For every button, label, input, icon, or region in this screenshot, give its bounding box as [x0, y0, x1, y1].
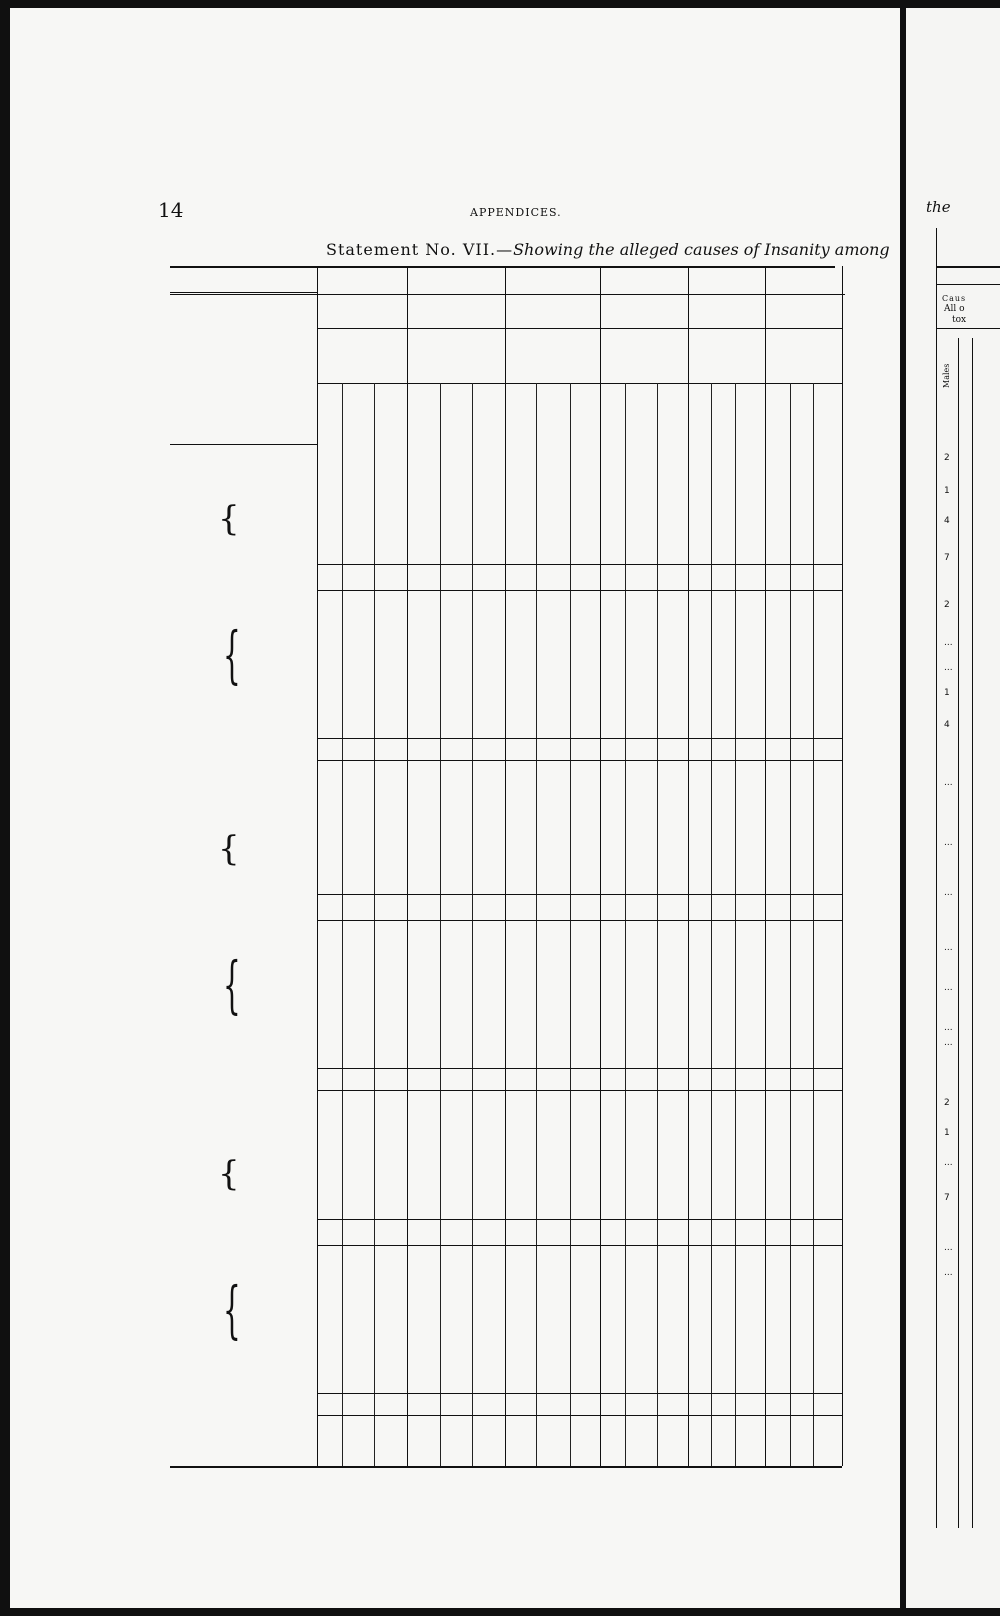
document-page-right	[906, 8, 1000, 1608]
subcolumn-rule	[342, 383, 343, 1466]
right-males-header: Males	[942, 363, 951, 388]
right-value: ...	[944, 663, 953, 673]
subcolumn-rule	[625, 383, 626, 1466]
right-value: 4	[944, 516, 950, 526]
subcolumn-rule	[472, 383, 473, 1466]
right-rule	[936, 328, 1000, 329]
right-top-rule	[936, 266, 1000, 268]
page-number: 14	[158, 198, 184, 222]
statement-prefix: Statement No. VII.—	[326, 240, 514, 259]
subcolumn-rule	[735, 383, 736, 1466]
subcolumn-rule	[790, 383, 791, 1466]
right-vertical-rule	[958, 338, 959, 1528]
column-number-rule	[170, 294, 845, 295]
right-value: ...	[944, 838, 953, 848]
subcolumn-rule	[711, 383, 712, 1466]
right-value: 7	[944, 1193, 950, 1203]
right-value: 4	[944, 720, 950, 730]
group-rule-4	[688, 266, 689, 1466]
total-treated-bottom-rule	[318, 1245, 842, 1246]
total-treated-top-rule	[318, 1219, 842, 1220]
discharged-brace: {	[223, 1273, 241, 1346]
discharged-brace: {	[223, 948, 241, 1021]
subcolumn-rule	[813, 383, 814, 1466]
statement-description: Showing the alleged causes of Insanity among	[513, 240, 890, 259]
physical-rule	[318, 328, 842, 329]
right-value: ...	[944, 888, 953, 898]
admitted-brace: {	[218, 499, 240, 539]
group-rule-3	[600, 266, 601, 1466]
right-col-header-2: tox	[952, 315, 967, 325]
table-top-rule	[170, 266, 835, 268]
right-running-head: the	[926, 198, 951, 216]
admitted-brace: {	[218, 1154, 240, 1194]
insanity-causes-table	[170, 266, 870, 1471]
cases-header-rule	[170, 292, 318, 293]
right-value: ...	[944, 1038, 953, 1048]
right-rule	[936, 284, 1000, 285]
total-treated-bottom-rule	[318, 920, 842, 921]
total-treated-bottom-rule	[318, 590, 842, 591]
right-value: ...	[944, 983, 953, 993]
group-header-rule	[318, 383, 842, 384]
table-bottom-rule	[170, 1466, 842, 1468]
right-value: 1	[944, 1128, 950, 1138]
remaining-top-rule	[318, 1068, 842, 1069]
right-value: 1	[944, 486, 950, 496]
subcolumn-rule	[374, 383, 375, 1466]
right-value: ...	[944, 778, 953, 788]
remaining-top-rule	[318, 1393, 842, 1394]
subcolumn-rule	[440, 383, 441, 1466]
right-causes-label: Caus	[942, 294, 967, 303]
right-value: 2	[944, 1098, 950, 1108]
discharged-brace: {	[223, 618, 241, 691]
remaining-top-rule	[318, 738, 842, 739]
right-value: ...	[944, 1243, 953, 1253]
remaining-bottom-rule	[318, 1415, 842, 1416]
total-treated-top-rule	[318, 894, 842, 895]
subcolumn-rule	[657, 383, 658, 1466]
right-value: ...	[944, 638, 953, 648]
remaining-bottom-rule	[318, 760, 842, 761]
right-value: 1	[944, 688, 950, 698]
statement-title	[326, 240, 890, 259]
header-bottom-rule	[170, 444, 318, 445]
right-value: ...	[944, 1023, 953, 1033]
cases-column-rule	[317, 266, 318, 1466]
right-vertical-rule	[972, 338, 973, 1528]
document-page-left	[10, 8, 900, 1608]
group-rule-5	[765, 266, 766, 1466]
right-vertical-rule	[936, 228, 937, 1528]
running-head: APPENDICES.	[470, 206, 562, 219]
right-value: 2	[944, 453, 950, 463]
total-treated-top-rule	[318, 564, 842, 565]
group-rule-1	[407, 266, 408, 1466]
group-rule-6	[842, 266, 843, 1466]
admitted-brace: {	[218, 829, 240, 869]
right-value: ...	[944, 943, 953, 953]
right-value: ...	[944, 1268, 953, 1278]
group-rule-2	[505, 266, 506, 1466]
right-value: ...	[944, 1158, 953, 1168]
right-col-header: All o	[944, 304, 965, 314]
right-value: 7	[944, 553, 950, 563]
subcolumn-rule	[570, 383, 571, 1466]
remaining-bottom-rule	[318, 1090, 842, 1091]
subcolumn-rule	[536, 383, 537, 1466]
right-value: 2	[944, 600, 950, 610]
